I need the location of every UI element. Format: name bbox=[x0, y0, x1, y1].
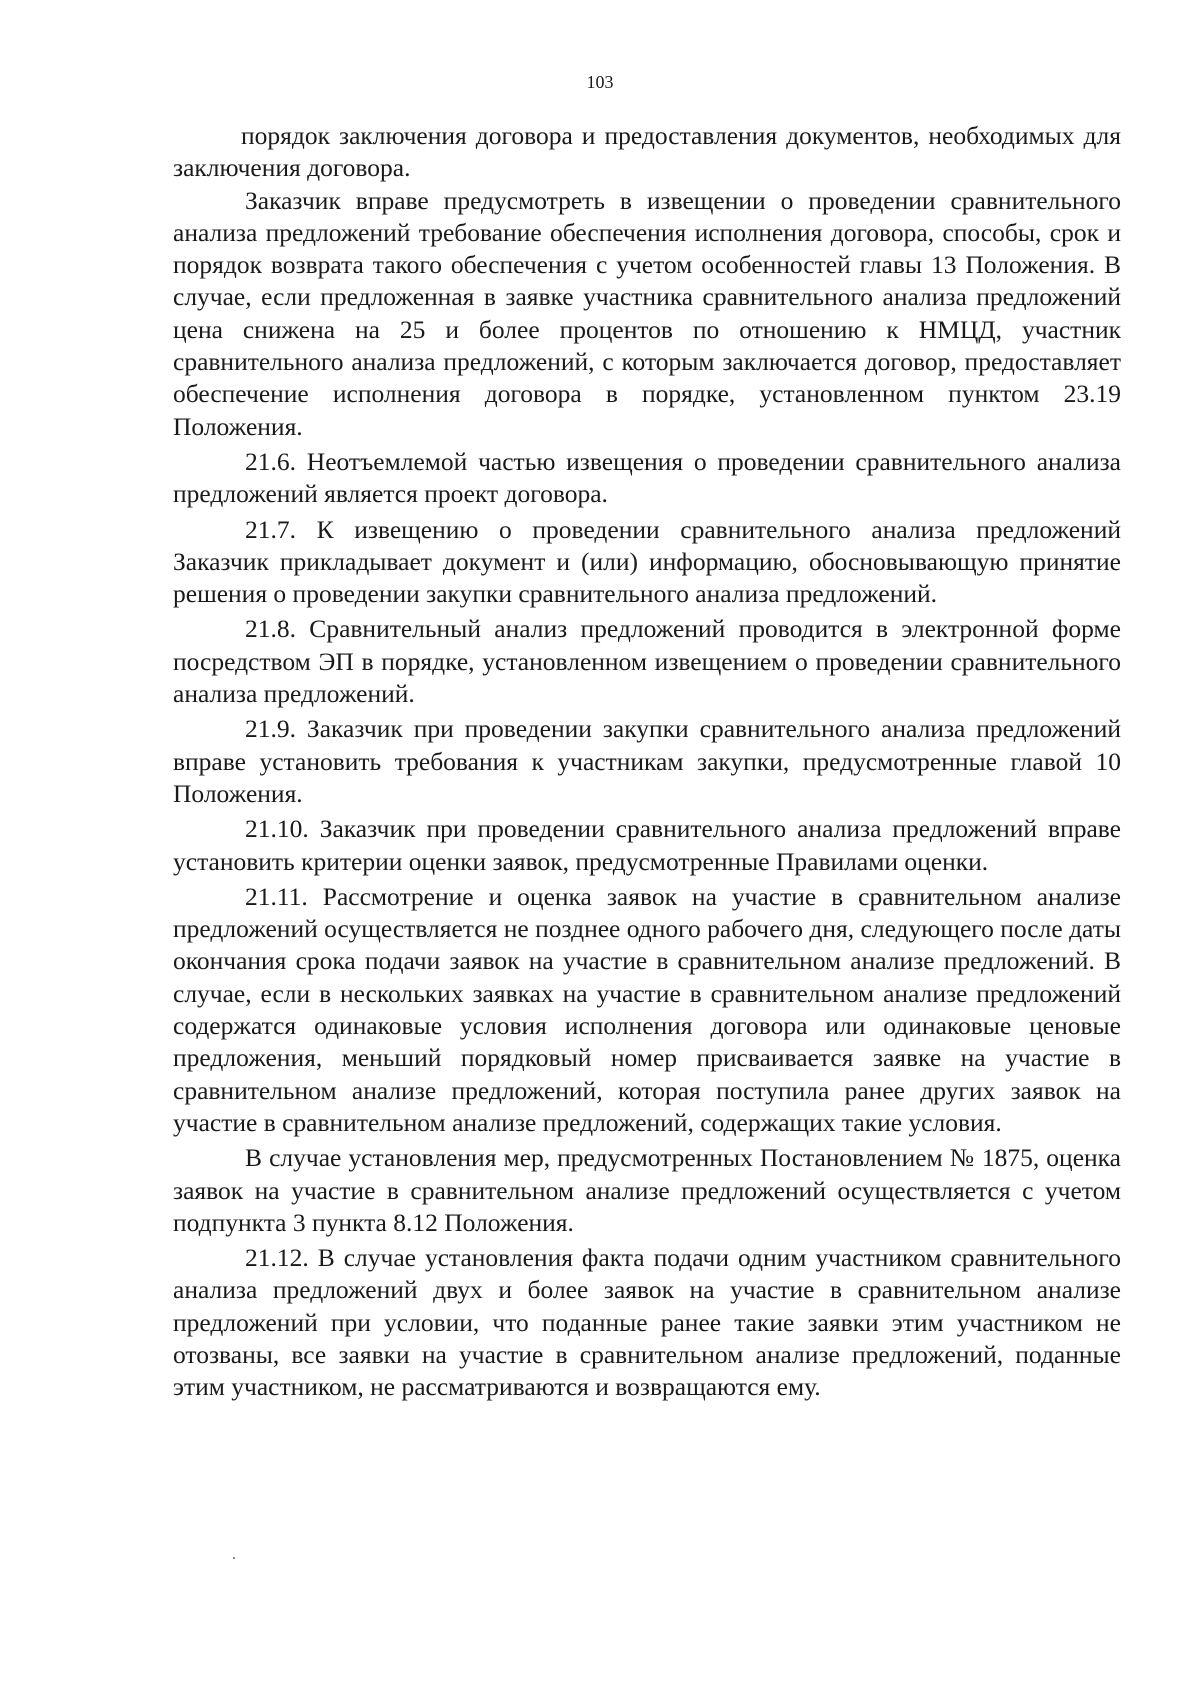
document-body bbox=[173, 120, 1121, 1404]
paragraph-contract-security: Заказчик вправе предусмотреть в извещении о проведении сравнительного анализа предложений требование обеспечения исполнения договора, способы, срок и порядок возврата такого обеспечения с учетом особенностей главы 13 Положения. В случае, если предложенная в заявке участника сравнительного анализа предложений цена снижена на 25 и более процентов по отношению к НМЦД, участник сравнительного анализа предложений, с которым заключается договор, предоставляет обеспечение исполнения договора в порядке, установленном пунктом 23.19 Положения. bbox=[173, 185, 1121, 441]
scan-speck bbox=[233, 1557, 235, 1559]
paragraph-21-9: 21.9. Заказчик при проведении закупки сравнительного анализа предложений вправе установить требования к участникам закупки, предусмотренные главой 10 Положения. bbox=[173, 714, 1121, 808]
paragraph-21-12: 21.12. В случае установления факта подачи одним участником сравнительного анализа предложений двух и более заявок на участие в сравнительном анализе предложений при условии, что поданные ранее такие заявки этим участником не отозваны, все заявки на участие в сравнительном анализе предложений, поданные этим участником, не рассматриваются и возвращаются ему. bbox=[173, 1243, 1121, 1402]
paragraph-21-11: 21.11. Рассмотрение и оценка заявок на участие в сравнительном анализе предложений осуществляется не позднее одного рабочего дня, следующего после даты окончания срока подачи заявок на участие в сравнительном анализе предложений. В случае, если в нескольких заявках на участие в сравнительном анализе предложений содержатся одинаковые условия исполнения договора или одинаковые ценовые предложения, меньший порядковый номер присваивается заявке на участие в сравнительном анализе предложений, которая поступила ранее других заявок на участие в сравнительном анализе предложений, содержащих такие условия. bbox=[173, 881, 1121, 1137]
paragraph-contract-conclusion-order: порядок заключения договора и предоставления документов, необходимых для заключения договора. bbox=[173, 121, 1121, 183]
paragraph-21-6: 21.6. Неотъемлемой частью извещения о проведении сравнительного анализа предложений является проект договора. bbox=[173, 446, 1121, 509]
paragraph-resolution-1875: В случае установления мер, предусмотренных Постановлением № 1875, оценка заявок на участие в сравнительном анализе предложений осуществляется с учетом подпункта 3 пункта 8.12 Положения. bbox=[173, 1143, 1121, 1237]
paragraph-21-8: 21.8. Сравнительный анализ предложений проводится в электронной форме посредством ЭП в порядке, установленном извещением о проведении сравнительного анализа предложений. bbox=[173, 614, 1121, 709]
page-number: 103 bbox=[586, 72, 614, 92]
paragraph-21-10: 21.10. Заказчик при проведении сравнительного анализа предложений вправе установить критерии оценки заявок, предусмотренные Правилами оценки. bbox=[173, 814, 1121, 876]
paragraph-21-7: 21.7. К извещению о проведении сравнительного анализа предложений Заказчик прикладывает документ и (или) информацию, обосновывающую принятие решения о проведении закупки сравнительного анализа предложений. bbox=[173, 514, 1121, 609]
